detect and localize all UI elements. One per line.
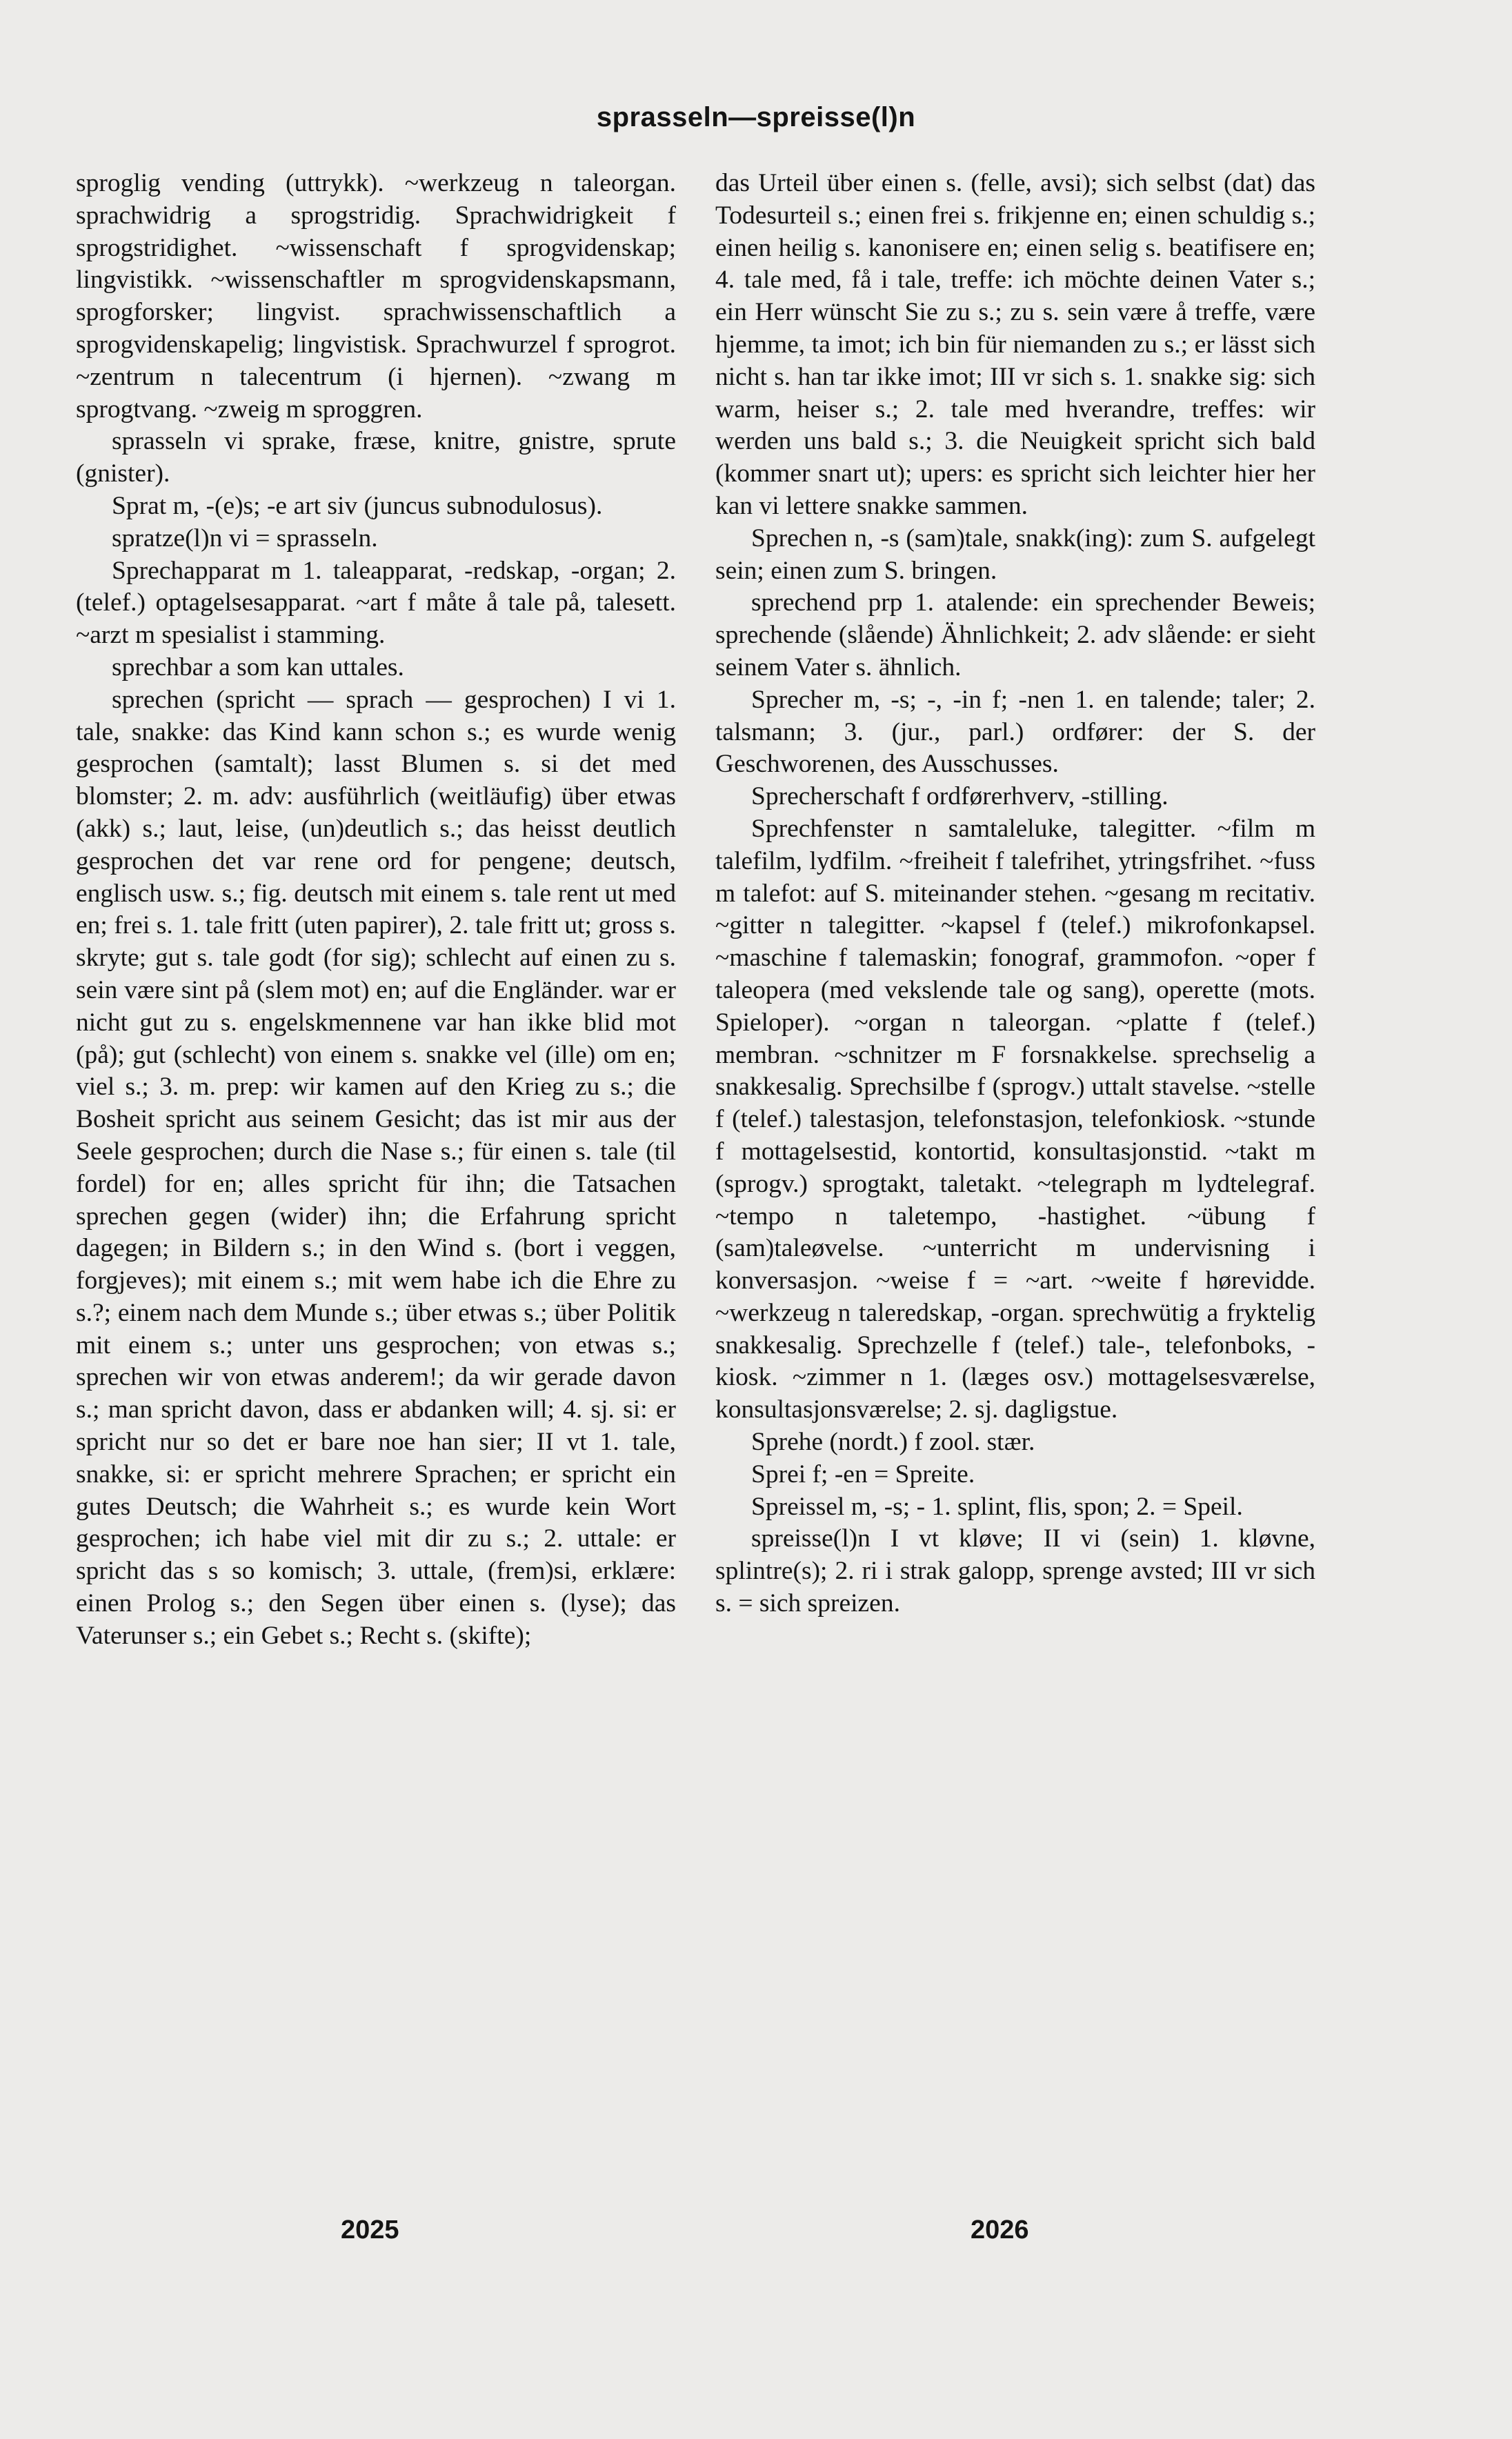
entry-text: Sprehe (nordt.) f zool. stær.: [751, 1428, 1035, 1457]
entry-text: Sprat m, -(e)s; -e art siv (juncus subnodulosus).: [112, 491, 603, 520]
entry-text: Sprecherschaft f ordførerhverv, -stilling.: [751, 782, 1168, 811]
page-number-right: 2026: [971, 2216, 1029, 2244]
entry-text: das Urteil über einen s. (felle, avsi); sich selbst (dat) das Todesurteil s.; einen frei s. frikjenne en; einen schuldig s.; einen heilig s. kanonisere en; einen selig s. beatifisere en; 4. tale med, få i tale, treffe: ich möchte deinen Vater s.; ein Herr wünscht Sie zu s.; zu s. sein være å treffe, være hjemme, ta imot; ich bin für niemanden zu s.; er lässt sich nicht s. han tar ikke imot; III vr sich s. 1. snakke sig: sich warm, heiser s.; 2. tale med hverandre, treffes: wir werden uns bald s.; 3. die Neuigkeit spricht sich bald (kommer snart ut); upers: es spricht sich leichter hier her kan vi lettere snakke sammen.: [715, 169, 1315, 520]
entry-text: sproglig vending (uttrykk). ~werkzeug n taleorgan. sprachwidrig a sprogstridig. Sprachwidrigkeit f sprogstridighet. ~wissenschaft f sprogvidenskap; lingvistikk. ~wissenschaftler m sprogvidenskapsmann, sprogforsker; lingvist. sprachwissenschaftlich a sprogvidenskapelig; lingvistisk. Sprachwurzel f sprogrot. ~zentrum n talecentrum (i hjernen). ~zwang m sprogtvang. ~zweig m sproggren.: [76, 169, 676, 424]
entry-text: spratze(l)n vi = sprasseln.: [112, 524, 378, 552]
entry-text: sprechen (spricht — sprach — gesprochen) I vi 1. tale, snakke: das Kind kann schon s.; es wurde wenig gesprochen (samtalt); lasst Blumen s. si det med blomster; 2. m. adv: ausführlich (weitläufig) über etwas (akk) s.; laut, leise, (un)deutlich s.; das heisst deutlich gesprochen det var rene ord for pengene; deutsch, englisch usw. s.; fig. deutsch mit einem s. tale rent ut med en; frei s. 1. tale fritt (uten papirer), 2. tale fritt ut; gross s. skryte; gut s. tale godt (for sig); schlecht auf einen zu s. sein være sint på (slem mot) en; auf die Engländer. war er nicht gut zu s. engelskmennene var han ikke blid mot (på); gut (schlecht) von einem s. snakke vel (ille) om en; viel s.; 3. m. prep: wir kamen auf den Krieg zu s.; die Bosheit spricht aus seinem Gesicht; das ist mir aus der Seele gesprochen; durch die Nase s.; für einen s. tale (til fordel) for en; alles spricht für ihn; die Tatsachen sprechen gegen (wider) ihn; die Erfahrung spricht dagegen; in Bildern s.; in den Wind s. (bort i veggen, forgjeves); mit einem s.; mit wem habe ich die Ehre zu s.?; einem nach dem Munde s.; über etwas s.; über Politik mit einem s.; unter uns gesprochen; von etwas s.; sprechen wir von etwas anderem!; da wir gerade davon s.; man spricht davon, dass er abdanken will; 4. sj. si: er spricht nur so det er bare noe han sier; II vt 1. tale, snakke, si: er spricht mehrere Sprachen; er spricht ein gutes Deutsch; die Wahrheit s.; es wurde kein Wort gesprochen; ich habe viel mit dir zu s.; 2. uttale: er spricht das s so komisch; 3. uttale, (frem)si, erklære: einen Prolog s.; den Segen über einen s. (lyse); das Vaterunser s.; ein Gebet s.; Recht s. (skifte);: [76, 685, 676, 1650]
entry-text: sprechend prp 1. atalende: ein sprechender Beweis; sprechende (slående) Ähnlichkeit; 2. adv slående: er sieht seinem Vater s. ähnlich.: [715, 588, 1315, 681]
entry-text: Sprei f; -en = Spreite.: [751, 1460, 975, 1489]
entry-text: Spreissel m, -s; - 1. splint, flis, spon; 2. = Speil.: [751, 1492, 1243, 1521]
entry-text: sprasseln vi sprake, fræse, knitre, gnistre, sprute (gnister).: [76, 427, 676, 488]
entry-text: Sprechen n, -s (sam)tale, snakk(ing): zum S. aufgelegt sein; einen zum S. bringen.: [715, 524, 1315, 585]
entry-text: Sprechfenster n samtaleluke, talegitter. ~film m talefilm, lydfilm. ~freiheit f talefrihet, ytringsfrihet. ~fuss m talefot: auf S. miteinander stehen. ~gesang m recitativ. ~gitter n talegitter. ~kapsel f (telef.) mikrofonkapsel. ~maschine f talemaskin; fonograf, grammofon. ~oper f taleopera (med vekslende tale og sang), operette (mots. Spieloper). ~organ n taleorgan. ~platte f (telef.) membran. ~schnitzer m F forsnakkelse. sprechselig a snakkesalig. Sprechsilbe f (sprogv.) uttalt stavelse. ~stelle f (telef.) talestasjon, telefonstasjon, telefonkiosk. ~stunde f mottagelsestid, kontortid, konsultasjonstid. ~takt m (sprogv.) sprogtakt, taletakt. ~telegraph m lydtelegraf. ~tempo n taletempo, -hastighet. ~übung f (sam)taleøvelse. ~unterricht m undervisning i konversasjon. ~weise f = ~art. ~weite f hørevidde. ~werkzeug n taleredskap, -organ. sprechwütig a fryktelig snakkesalig. Sprechzelle f (telef.) tale-, telefonboks, -kiosk. ~zimmer n 1. (læges osv.) mottagelsesværelse, konsultasjonsværelse; 2. sj. dagligstue.: [715, 814, 1315, 1424]
entry-text: Sprechapparat m 1. taleapparat, -redskap, -organ; 2. (telef.) optagelsesapparat. ~art f måte å tale på, talesett. ~arzt m spesialist i stamming.: [76, 556, 676, 650]
page-header: sprasseln—spreisse(l)n: [596, 102, 916, 132]
page-number-left: 2025: [341, 2216, 399, 2244]
left-column: [76, 168, 676, 1653]
entry-text: Sprecher m, -s; -, -in f; -nen 1. en talende; taler; 2. talsmann; 3. (jur., parl.) ordfører: der S. der Geschworenen, des Ausschusses.: [715, 685, 1315, 779]
right-column: [715, 168, 1315, 1620]
entry-text: sprechbar a som kan uttales.: [112, 653, 404, 681]
entry-text: spreisse(l)n I vt kløve; II vi (sein) 1. kløvne, splintre(s); 2. ri i strak galopp, sprenge avsted; III vr sich s. = sich spreizen.: [715, 1524, 1315, 1618]
